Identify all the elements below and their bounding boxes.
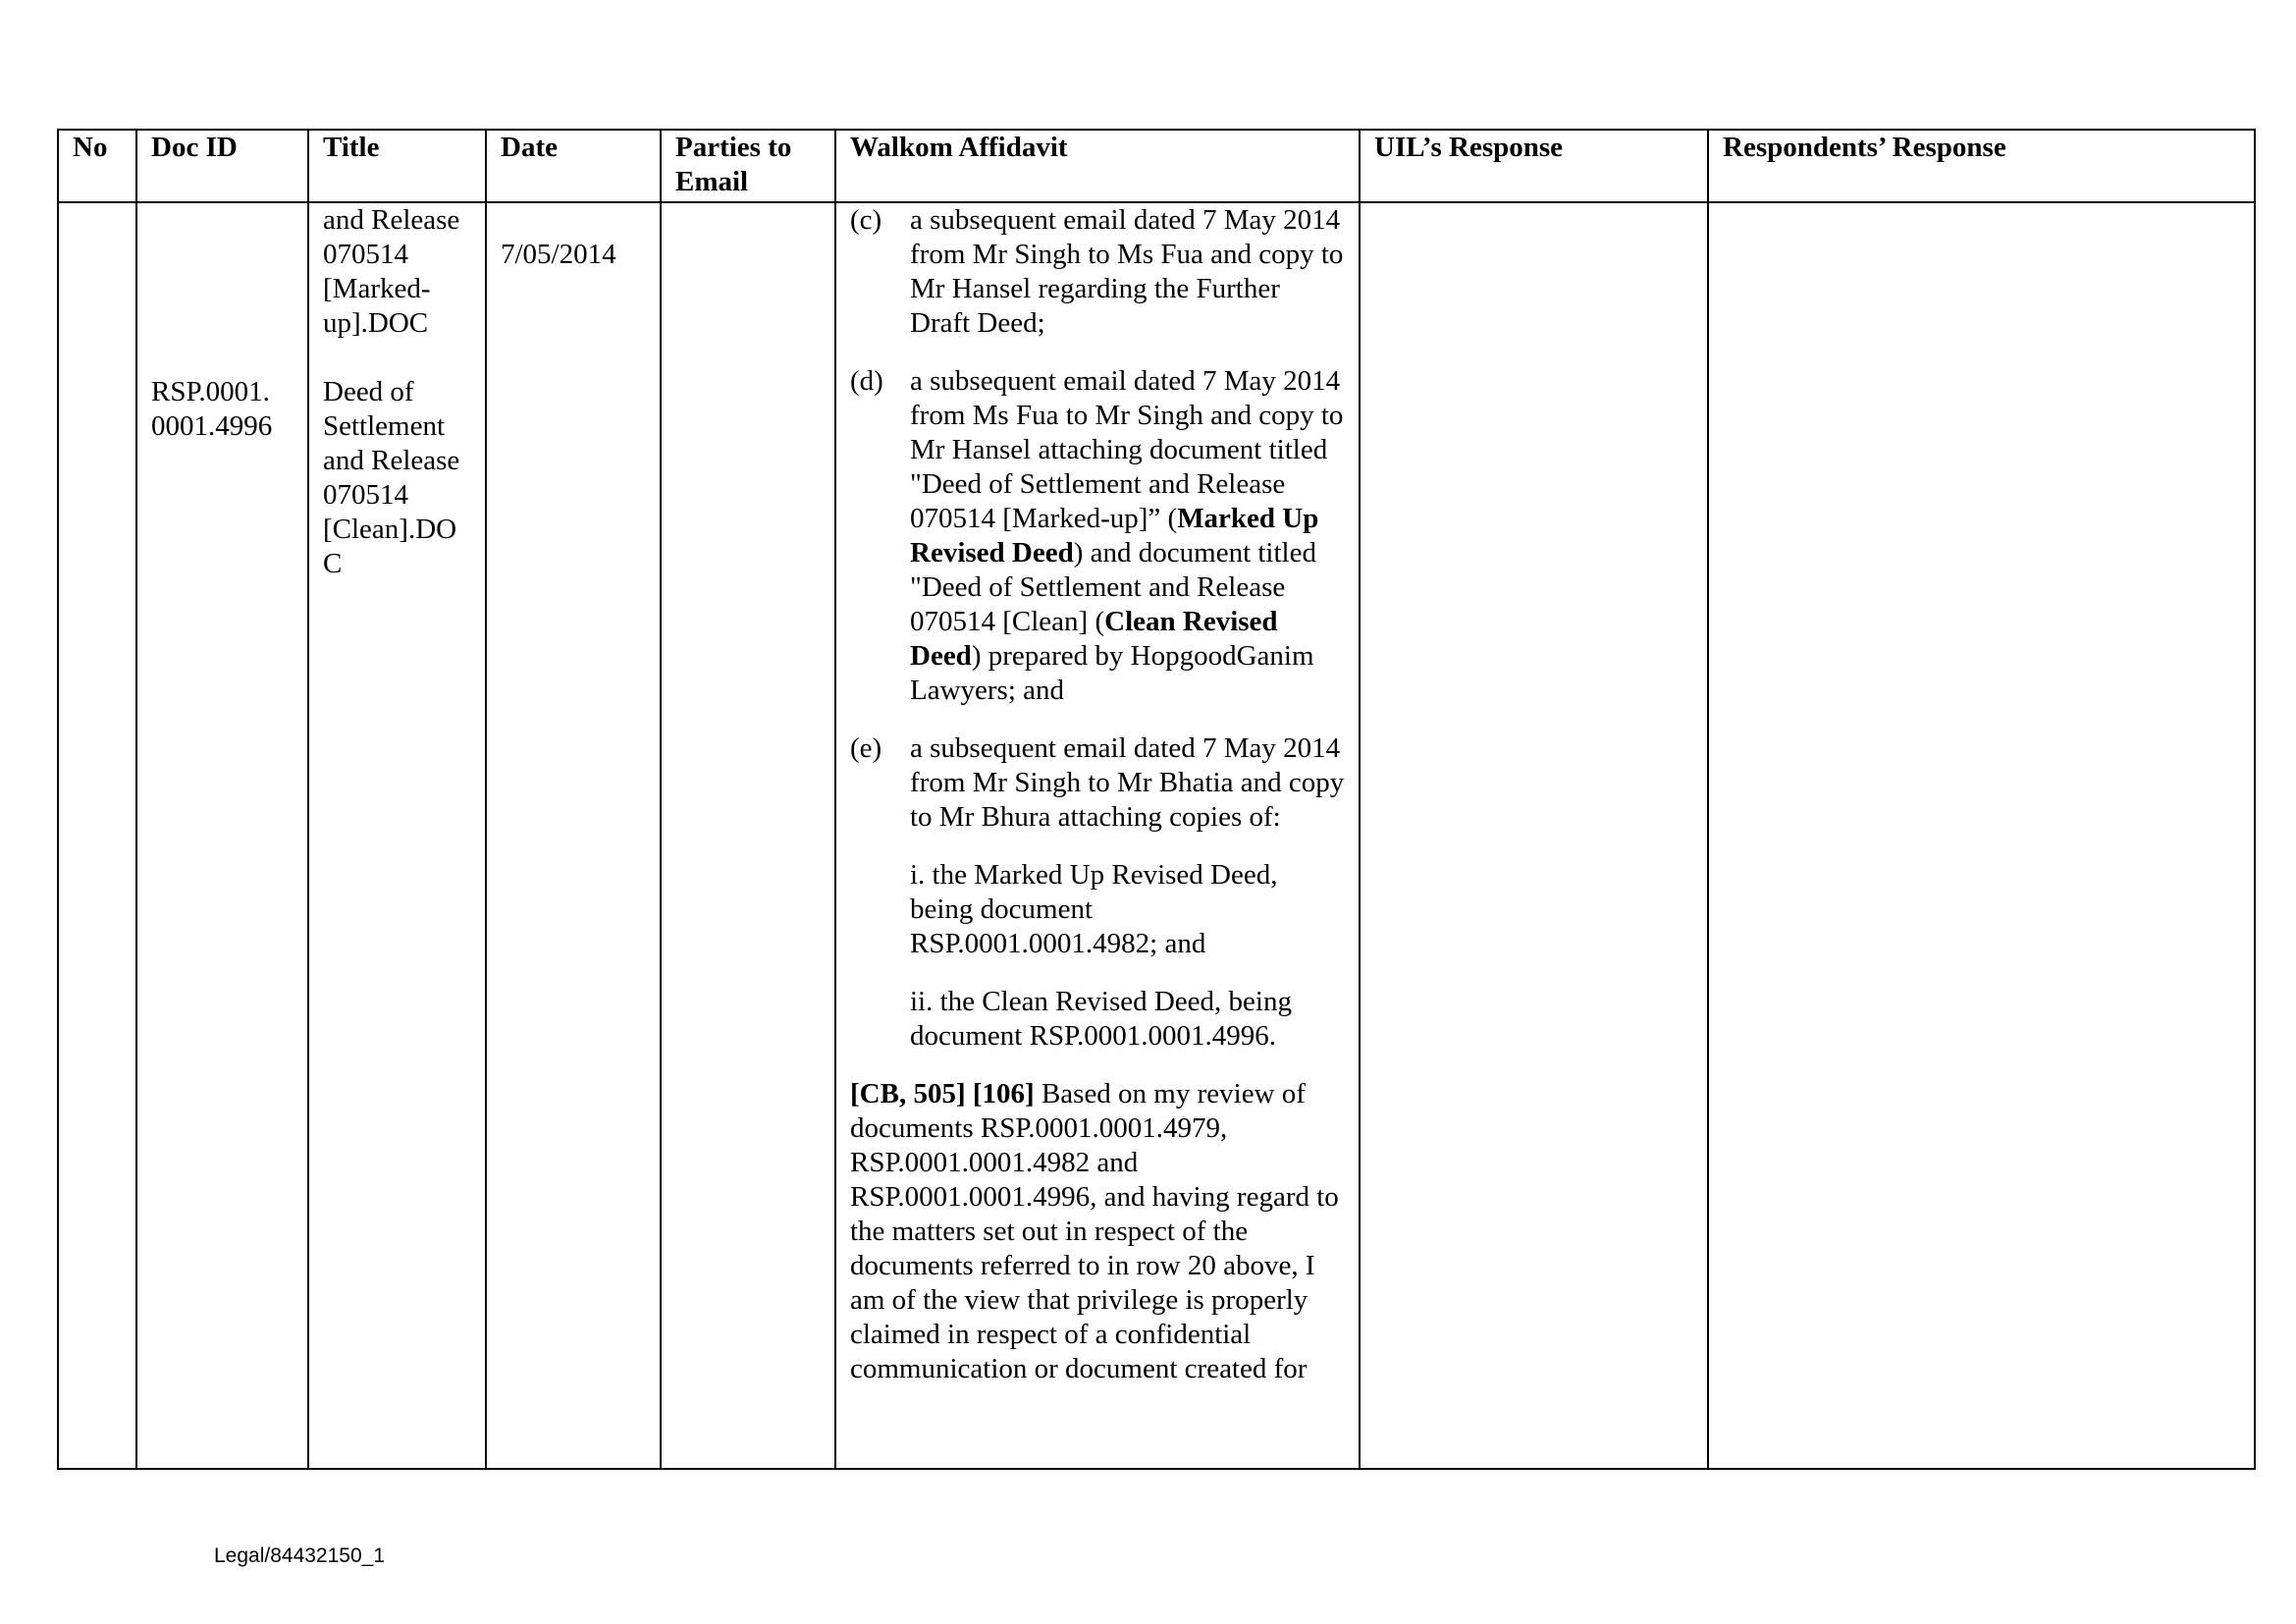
paragraph-ref: [CB, 505]: [850, 1078, 966, 1110]
header-parties: Parties to Email: [661, 130, 835, 202]
affidavit-paragraph-106: [850, 1077, 1345, 1386]
cell-no: [58, 202, 136, 1469]
header-no: No: [58, 130, 136, 202]
item-marker: (e): [850, 732, 882, 764]
item-text-part: ) and document titled "Deed of Settlement and Release 070514 [Clean] (: [910, 537, 1316, 637]
header-title: Title: [308, 130, 486, 202]
title-line: Settlement: [323, 410, 446, 442]
header-doc-id: Doc ID: [136, 130, 308, 202]
item-text: [910, 364, 1345, 708]
title-line: [Marked-: [323, 273, 431, 304]
table-row: [58, 202, 2255, 1469]
title-line: C: [323, 548, 343, 579]
header-uil-response: UIL’s Response: [1360, 130, 1708, 202]
cell-respondents-response: [1708, 202, 2255, 1469]
title-line: and Release: [323, 445, 460, 476]
cell-doc-id: [136, 202, 308, 1469]
header-respondents-response: Respondents’ Response: [1708, 130, 2255, 202]
title-line: and Release: [323, 204, 460, 236]
item-text-part: ) prepared by HopgoodGanim Lawyers; and: [910, 640, 1314, 706]
cell-date: [486, 202, 661, 1469]
affidavit-item-c: [850, 203, 1345, 341]
header-date: Date: [486, 130, 661, 202]
date-value: 7/05/2014: [501, 239, 616, 270]
doc-id-line: RSP.0001.: [151, 376, 270, 407]
privilege-table: [57, 129, 2256, 1470]
title-line: up].DOC: [323, 307, 429, 339]
affidavit-subitem-ii: ii. the Clean Revised Deed, being document RSP.0001.0001.4996.: [910, 986, 1292, 1052]
doc-id-line: 0001.4996: [151, 410, 273, 442]
header-row: [58, 130, 2255, 202]
header-walkom-affidavit: Walkom Affidavit: [835, 130, 1360, 202]
affidavit-item-e: [850, 731, 1345, 835]
item-text: a subsequent email dated 7 May 2014 from Mr Singh to Ms Fua and copy to Mr Hansel regarding the Further Draft Deed;: [910, 204, 1344, 339]
cell-uil-response: [1360, 202, 1708, 1469]
title-line: Deed of: [323, 376, 414, 407]
defined-term: Clean Revised Deed: [910, 606, 1278, 672]
cell-parties: [661, 202, 835, 1469]
item-marker: (c): [850, 204, 882, 236]
item-text: a subsequent email dated 7 May 2014 from Mr Singh to Mr Bhatia and copy to Mr Bhura attaching copies of:: [910, 732, 1345, 833]
cell-walkom-affidavit: [835, 202, 1360, 1469]
item-text-part: a subsequent email dated 7 May 2014 from Ms Fua to Mr Singh and copy to Mr Hansel attaching document titled "Deed of Settlement and Release 070514 [Marked-up]” (: [910, 365, 1344, 534]
cell-title: [308, 202, 486, 1469]
item-marker: (d): [850, 365, 883, 397]
title-line: 070514: [323, 239, 408, 270]
title-line: 070514: [323, 479, 408, 511]
footer-reference: Legal/84432150_1: [214, 1544, 386, 1567]
title-line: [Clean].DO: [323, 514, 457, 545]
paragraph-text: Based on my review of documents RSP.0001.0001.4979, RSP.0001.0001.4982 and RSP.0001.0001.4996, and having regard to the matters set out in respect of the documents referred to in row 20 above, I am of the view that privilege is properly claimed in respect of a confidential communication or document created for: [850, 1078, 1339, 1384]
defined-term: Marked Up Revised Deed: [910, 503, 1319, 568]
affidavit-subitem-i: i. the Marked Up Revised Deed, being document RSP.0001.0001.4982; and: [910, 859, 1278, 959]
paragraph-number: [106]: [972, 1078, 1035, 1110]
affidavit-item-d: [850, 364, 1345, 708]
